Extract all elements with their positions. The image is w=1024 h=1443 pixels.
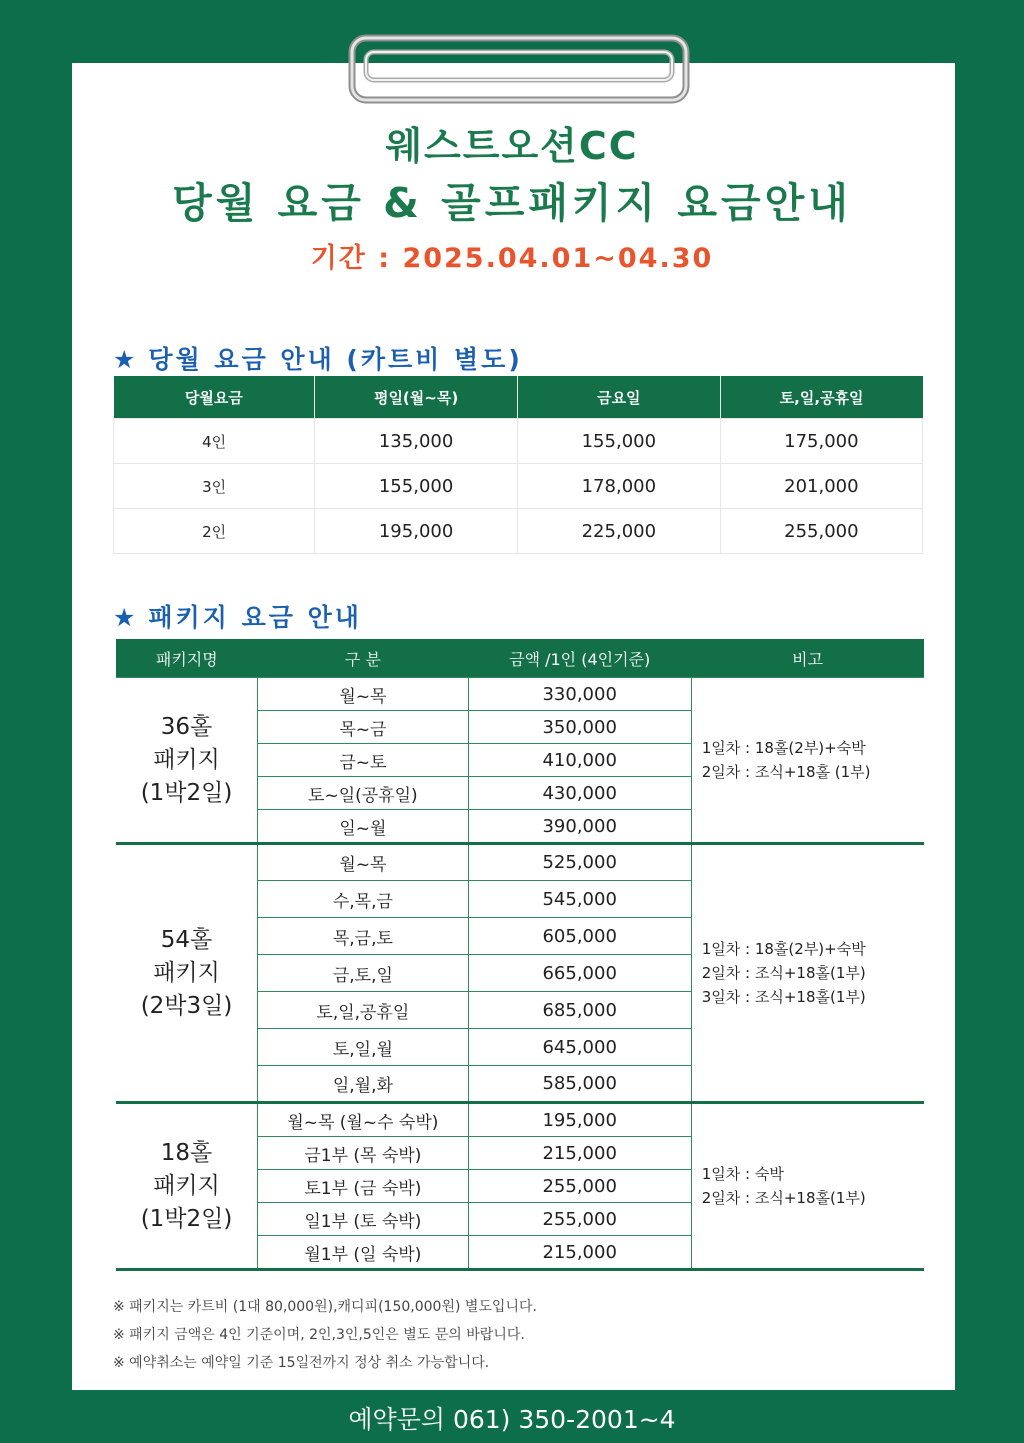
table-row <box>116 1103 924 1137</box>
package-section-label: 패키지 요금 안내 <box>148 603 362 632</box>
price-cell: 255,000 <box>468 1170 691 1203</box>
column-header: 토,일,공휴일 <box>720 376 922 419</box>
package-section-title <box>113 598 362 634</box>
table-row <box>114 509 923 554</box>
column-header: 패키지명 <box>116 639 258 678</box>
division-cell: 일~월 <box>258 810 469 844</box>
period-text: 기간 : 2025.04.01~04.30 <box>310 243 714 274</box>
division-cell: 월~목 (월~수 숙박) <box>258 1103 469 1137</box>
price-cell: 155,000 <box>315 464 518 509</box>
price-cell: 225,000 <box>517 509 720 554</box>
column-header: 금요일 <box>517 376 720 419</box>
price-cell: 390,000 <box>468 810 691 844</box>
column-header: 평일(월~목) <box>315 376 518 419</box>
division-cell: 금,토,일 <box>258 955 469 992</box>
note-line: 1일차 : 숙박 <box>701 1165 784 1183</box>
price-cell: 201,000 <box>720 464 922 509</box>
division-cell: 월~목 <box>258 844 469 881</box>
note-line: 2일차 : 조식+18홀(1부) <box>701 1189 866 1207</box>
package-name-line: 패키지 <box>153 959 220 986</box>
star-icon: ★ <box>113 603 139 632</box>
price-cell: 175,000 <box>720 419 922 464</box>
footnote: ※ 패키지는 카트비 (1대 80,000원),캐디피(150,000원) 별도입니다. <box>113 1299 537 1315</box>
package-name-line: (1박2일) <box>140 779 233 806</box>
price-cell: 545,000 <box>468 881 691 918</box>
package-name-line: 36홀 <box>160 713 213 740</box>
note-line: 1일차 : 18홀(2부)+숙박 <box>701 940 866 958</box>
table-row <box>114 464 923 509</box>
footnotes <box>113 1293 537 1377</box>
price-cell: 585,000 <box>468 1066 691 1103</box>
people-cell: 4인 <box>114 419 315 464</box>
package-name-cell <box>116 678 258 844</box>
package-name-line: 패키지 <box>153 746 220 773</box>
monthly-section-label: 당월 요금 안내 (카트비 별도) <box>148 345 523 374</box>
division-cell: 토1부 (금 숙박) <box>258 1170 469 1203</box>
monthly-section-title <box>113 340 523 376</box>
price-cell: 135,000 <box>315 419 518 464</box>
price-cell: 410,000 <box>468 744 691 777</box>
division-cell: 수,목,금 <box>258 881 469 918</box>
footnote: ※ 예약취소는 예약일 기준 15일전까지 정상 취소 가능합니다. <box>113 1355 490 1371</box>
price-cell: 195,000 <box>468 1103 691 1137</box>
price-cell: 525,000 <box>468 844 691 881</box>
division-cell: 금1부 (목 숙박) <box>258 1137 469 1170</box>
price-cell: 178,000 <box>517 464 720 509</box>
note-cell <box>691 1103 924 1270</box>
note-line: 2일차 : 조식+18홀(1부) <box>701 964 866 982</box>
people-cell: 3인 <box>114 464 315 509</box>
package-name-line: (2박3일) <box>140 992 233 1019</box>
division-cell: 일1부 (토 숙박) <box>258 1203 469 1236</box>
price-cell: 350,000 <box>468 711 691 744</box>
price-cell: 665,000 <box>468 955 691 992</box>
price-cell: 605,000 <box>468 918 691 955</box>
price-cell: 215,000 <box>468 1137 691 1170</box>
star-icon: ★ <box>113 345 139 374</box>
note-line: 3일차 : 조식+18홀(1부) <box>701 988 866 1006</box>
package-name-line: 18홀 <box>160 1139 213 1166</box>
column-header: 당월요금 <box>114 376 315 419</box>
division-cell: 토,일,월 <box>258 1029 469 1066</box>
people-cell: 2인 <box>114 509 315 554</box>
table-row <box>114 419 923 464</box>
price-cell: 330,000 <box>468 678 691 711</box>
price-cell: 255,000 <box>468 1203 691 1236</box>
footnote: ※ 패키지 금액은 4인 기준이며, 2인,3인,5인은 별도 문의 바랍니다. <box>113 1327 525 1343</box>
division-cell: 월1부 (일 숙박) <box>258 1236 469 1270</box>
table-row <box>116 844 924 881</box>
clipboard-clip-icon <box>346 32 692 106</box>
package-name-line: 54홀 <box>160 926 213 953</box>
page-subtitle: 당월 요금 & 골프패키지 요금안내 <box>172 179 852 227</box>
division-cell: 토,일,공휴일 <box>258 992 469 1029</box>
division-cell: 목,금,토 <box>258 918 469 955</box>
price-cell: 685,000 <box>468 992 691 1029</box>
column-header: 금액 /1인 (4인기준) <box>468 639 691 678</box>
package-name-line: (1박2일) <box>140 1205 233 1232</box>
price-cell: 155,000 <box>517 419 720 464</box>
price-cell: 645,000 <box>468 1029 691 1066</box>
division-cell: 금~토 <box>258 744 469 777</box>
note-cell <box>691 678 924 844</box>
division-cell: 토~일(공휴일) <box>258 777 469 810</box>
note-cell <box>691 844 924 1103</box>
column-header: 구 분 <box>258 639 469 678</box>
division-cell: 목~금 <box>258 711 469 744</box>
division-cell: 월~목 <box>258 678 469 711</box>
price-cell: 195,000 <box>315 509 518 554</box>
contact-phone: 예약문의 061) 350-2001~4 <box>348 1405 676 1434</box>
note-line: 2일차 : 조식+18홀 (1부) <box>701 763 871 781</box>
package-name-cell <box>116 1103 258 1270</box>
division-cell: 일,월,화 <box>258 1066 469 1103</box>
table-row <box>116 678 924 711</box>
note-line: 1일차 : 18홀(2부)+숙박 <box>701 739 866 757</box>
price-cell: 430,000 <box>468 777 691 810</box>
price-cell: 215,000 <box>468 1236 691 1270</box>
package-name-cell <box>116 844 258 1103</box>
price-cell: 255,000 <box>720 509 922 554</box>
package-name-line: 패키지 <box>153 1172 220 1199</box>
package-rate-table <box>116 639 924 1271</box>
page-title: 웨스트오션CC <box>385 124 639 168</box>
monthly-rate-table <box>113 376 923 554</box>
column-header: 비고 <box>691 639 924 678</box>
